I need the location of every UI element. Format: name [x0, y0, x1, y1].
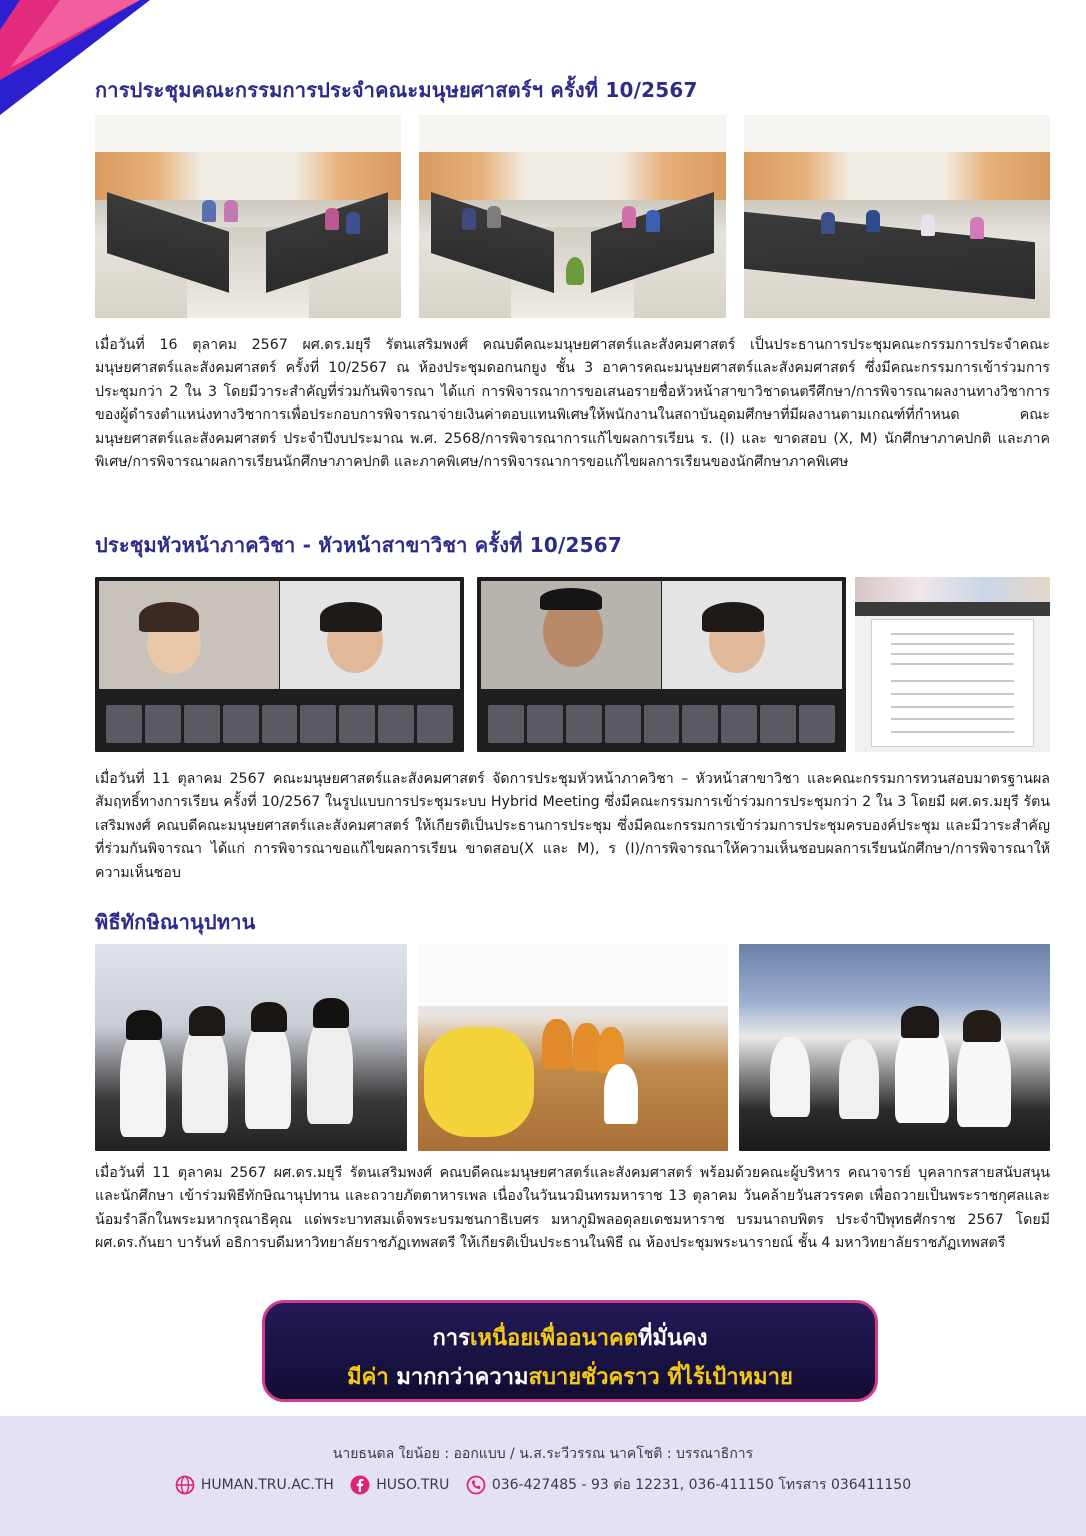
ceremony-photo-1 [95, 944, 407, 1151]
globe-icon [175, 1475, 195, 1495]
phone-contact: 036-427485 - 93 ต่อ 12231, 036-411150 โทรสาร 036411150 [466, 1474, 911, 1496]
ceremony-photo-3 [739, 944, 1050, 1151]
online-meeting-screenshot-1 [95, 577, 464, 752]
shared-document-screenshot [855, 577, 1050, 752]
quote-line-1: การเหนื่อยเพื่ออนาคตที่มั่นคง [432, 1326, 708, 1351]
section-title-committee-meeting: การประชุมคณะกรรมการประจำคณะมนุษยศาสตร์ฯ ครั้งที่ 10/2567 [95, 78, 698, 102]
section-title-department-heads-meeting: ประชุมหัวหน้าภาควิชา - หัวหน้าสาขาวิชา ครั้งที่ 10/2567 [95, 533, 622, 557]
online-meeting-screenshot-2 [477, 577, 846, 752]
committee-meeting-description: เมื่อวันที่ 16 ตุลาคม 2567 ผศ.ดร.มยุรี รัตนเสริมพงศ์ คณบดีคณะมนุษยศาสตร์และสังคมศาสตร์ เป็นประธานการประชุมคณะกรรมการประจำคณะมนุษยศาสตร์และสังคมศาสตร์ ครั้งที่ 10/2567 ณ ห้องประชุมดอกนกยูง ชั้น 3 อาคารคณะมนุษยศาสตร์และสังคมศาสตร์ ซึ่งมีคณะกรรมการเข้าร่วมการประชุมกว่า 2 ใน 3 โดยมีวาระสำคัญที่ร่วมกันพิจารณา ได้แก่ การพิจารณาการขอเสนอรายชื่อหัวหน้าสาขาวิชาดนตรีศึกษา/การพิจารณาผลงานทางวิชาการของผู้ดำรงตำแหน่งทางวิชาการเพื่อประกอบการพิจารณาจ่ายเงินค่าตอบแทนพิเศษให้พนักงานในสถาบันอุดมศึกษาที่มีผลงานตามเกณฑ์ที่กำหนด คณะมนุษยศาสตร์และสังคมศาสตร์ ประจำปีงบประมาณ พ.ศ. 2568/การพิจารณาการแก้ไขผลการเรียน ร. (I) และ ขาดสอบ (X, M) นักศึกษาภาคปกติ และภาคพิเศษ/การพิจารณาผลการเรียนนักศึกษาภาคปกติ และภาคพิเศษ/การพิจารณาการขอแก้ไขผลการเรียนของนักศึกษาภาคพิเศษ [95, 337, 1050, 471]
facebook-link[interactable]: HUSO.TRU [350, 1475, 449, 1495]
ceremony-photo-2 [418, 944, 728, 1151]
section-title-merit-ceremony: พิธีทักษิณานุปทาน [95, 910, 256, 934]
department-heads-meeting-description: เมื่อวันที่ 11 ตุลาคม 2567 คณะมนุษยศาสตร์และสังคมศาสตร์ จัดการประชุมหัวหน้าภาควิชา – หัวหน้าสาขาวิชา และคณะกรรมการทวนสอบมาตรฐานผลสัมฤทธิ์ทางการเรียน ครั้งที่ 10/2567 ในรูปแบบการประชุมระบบ Hybrid Meeting ซึ่งมีคณะกรรมการเข้าร่วมการประชุมกว่า 2 ใน 3 โดยมี ผศ.ดร.มยุรี รัตนเสริมพงศ์ คณบดีคณะมนุษยศาสตร์และสังคมศาสตร์ ให้เกียรติเป็นประธานการประชุม ซึ่งมีคณะกรรมการเข้าร่วมการประชุมครบองค์ประชุม และมีวาระสำคัญที่ร่วมกันพิจารณา ได้แก่ การพิจารณาขอแก้ไขผลการเรียน ขาดสอบ(X และ M), ร (I)/การพิจารณาให้ความเห็นชอบผลการเรียนนักศึกษา/การพิจารณาให้ความเห็นชอบ [95, 771, 1050, 881]
committee-meeting-photo-2 [419, 115, 726, 318]
committee-meeting-photo-1 [95, 115, 401, 318]
website-link[interactable]: HUMAN.TRU.AC.TH [175, 1475, 334, 1495]
motivational-quote-banner [262, 1300, 878, 1402]
committee-meeting-photo-3 [744, 115, 1050, 318]
facebook-icon [350, 1475, 370, 1495]
footer-credits: นายธนดล ใยน้อย : ออกแบบ / น.ส.ระวีวรรณ นาคโชติ : บรรณาธิการ [332, 1446, 754, 1462]
footer-contacts [0, 1474, 1086, 1496]
quote-line-2: มีค่า มากกว่าความสบายชั่วคราว ที่ไร้เป้าหมาย [347, 1365, 793, 1390]
phone-icon [466, 1475, 486, 1495]
merit-ceremony-description: เมื่อวันที่ 11 ตุลาคม 2567 ผศ.ดร.มยุรี รัตนเสริมพงศ์ คณบดีคณะมนุษยศาสตร์และสังคมศาสตร์ พร้อมด้วยคณะผู้บริหาร คณาจารย์ บุคลากรสายสนับสนุน และนักศึกษา เข้าร่วมพิธีทักษิณานุปทาน และถวายภัตตาหารเพล เนื่องในวันนวมินทรมหาราช 13 ตุลาคม วันคล้ายวันสวรรคต เพื่อถวายเป็นพระราชกุศลและน้อมรำลึกในพระมหากรุณาธิคุณ แด่พระบาทสมเด็จพระบรมชนกาธิเบศร มหาภูมิพลอดุลยเดชมหาราช บรมนาถบพิตร ประจำปีพุทธศักราช 2567 โดยมี ผศ.ดร.กันยา บารันท์ อธิการบดีมหาวิทยาลัยราชภัฏเทพสตรี ให้เกียรติเป็นประธานในพิธี ณ ห้องประชุมพระนารายณ์ ชั้น 4 มหาวิทยาลัยราชภัฏเทพสตรี [95, 1165, 1050, 1252]
